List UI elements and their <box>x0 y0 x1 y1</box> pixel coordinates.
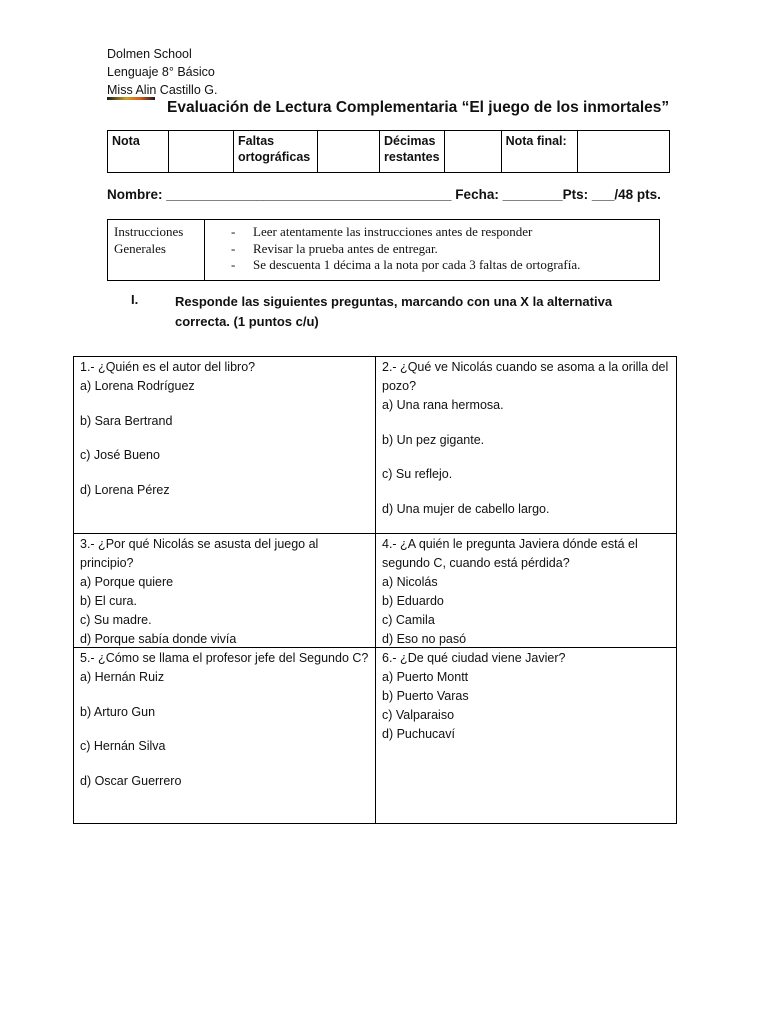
question-text: 6.- ¿De qué ciudad viene Javier? <box>382 651 566 665</box>
questions-grid <box>73 356 677 824</box>
instruction-item: - Revisar la prueba antes de entregar. <box>231 241 653 258</box>
question-text: 5.- ¿Cómo se llama el profesor jefe del Segundo C? <box>80 651 369 665</box>
answer-option[interactable]: a) Hernán Ruiz <box>80 670 165 684</box>
answer-option[interactable]: a) Lorena Rodríguez <box>80 379 195 393</box>
question-text: 2.- ¿Qué ve Nicolás cuando se asoma a la orilla del pozo? <box>382 360 669 393</box>
answer-option[interactable]: d) Oscar Guerrero <box>80 773 182 788</box>
answer-option[interactable]: b) Arturo Gun <box>80 704 156 719</box>
answer-option[interactable]: b) Puerto Varas <box>382 689 469 703</box>
nota-label: Nota <box>108 131 169 173</box>
answer-option[interactable]: a) Porque quiere <box>80 575 174 589</box>
section-number: I. <box>131 292 139 307</box>
nota-final-label: Nota final: <box>501 131 577 173</box>
question-2 <box>376 357 677 520</box>
question-3 <box>74 534 375 650</box>
answer-option[interactable]: a) Nicolás <box>382 575 438 589</box>
instructions-table <box>107 219 660 281</box>
answer-option[interactable]: a) Puerto Montt <box>382 670 469 684</box>
question-4 <box>376 534 677 650</box>
instructions-list <box>231 224 653 274</box>
question-text: 1.- ¿Quién es el autor del libro? <box>80 360 256 374</box>
question-5 <box>74 648 375 792</box>
nota-final-field[interactable] <box>577 131 669 173</box>
answer-option[interactable]: c) Su madre. <box>80 613 152 627</box>
answer-option[interactable]: b) Un pez gigante. <box>382 432 485 447</box>
answer-option[interactable]: d) Una mujer de cabello largo. <box>382 501 550 516</box>
faltas-field[interactable] <box>318 131 380 173</box>
answer-option[interactable]: d) Lorena Pérez <box>80 482 170 497</box>
question-text: 4.- ¿A quién le pregunta Javiera dónde está el segundo C, cuando está pérdida? <box>382 537 638 570</box>
teacher-name: Miss Alin Castillo G. <box>107 83 218 97</box>
logo-underline <box>107 97 155 100</box>
answer-option[interactable]: a) Una rana hermosa. <box>382 398 504 412</box>
decimas-field[interactable] <box>444 131 501 173</box>
answer-option[interactable]: d) Eso no pasó <box>382 632 467 646</box>
question-1 <box>74 357 375 501</box>
section-instructions: Responde las siguientes preguntas, marcando con una X la alternativa correcta. (1 puntos c/u) <box>175 294 613 329</box>
question-6 <box>376 648 677 745</box>
answer-option[interactable]: c) José Bueno <box>80 448 160 462</box>
grade-table <box>107 130 670 173</box>
answer-option[interactable]: c) Su reflejo. <box>382 467 453 481</box>
school-name: Dolmen School <box>107 47 192 61</box>
student-info-line[interactable]: Nombre: ______________________________________ Fecha: ________Pts: ___/48 pts. <box>107 187 661 202</box>
page-title: Evaluación de Lectura Complementaria “El juego de los inmortales” <box>167 99 670 116</box>
answer-option[interactable]: b) El cura. <box>80 594 137 608</box>
instructions-label: Instrucciones Generales <box>108 220 205 281</box>
course-name: Lenguaje 8° Básico <box>107 65 215 79</box>
decimas-label: Décimas restantes <box>380 131 445 173</box>
answer-option[interactable]: b) Eduardo <box>382 594 444 608</box>
answer-option[interactable]: c) Hernán Silva <box>80 739 166 753</box>
instruction-item: - Leer atentamente las instrucciones antes de responder <box>231 224 653 241</box>
answer-option[interactable]: c) Valparaiso <box>382 708 455 722</box>
nota-field[interactable] <box>169 131 234 173</box>
instruction-item: - Se descuenta 1 décima a la nota por cada 3 faltas de ortografía. <box>231 257 653 274</box>
faltas-label: Faltas ortográficas <box>234 131 318 173</box>
answer-option[interactable]: d) Porque sabía donde vivía <box>80 632 237 646</box>
answer-option[interactable]: d) Puchucaví <box>382 727 455 741</box>
answer-option[interactable]: c) Camila <box>382 613 435 627</box>
question-text: 3.- ¿Por qué Nicolás se asusta del juego al principio? <box>80 537 319 570</box>
answer-option[interactable]: b) Sara Bertrand <box>80 413 173 428</box>
